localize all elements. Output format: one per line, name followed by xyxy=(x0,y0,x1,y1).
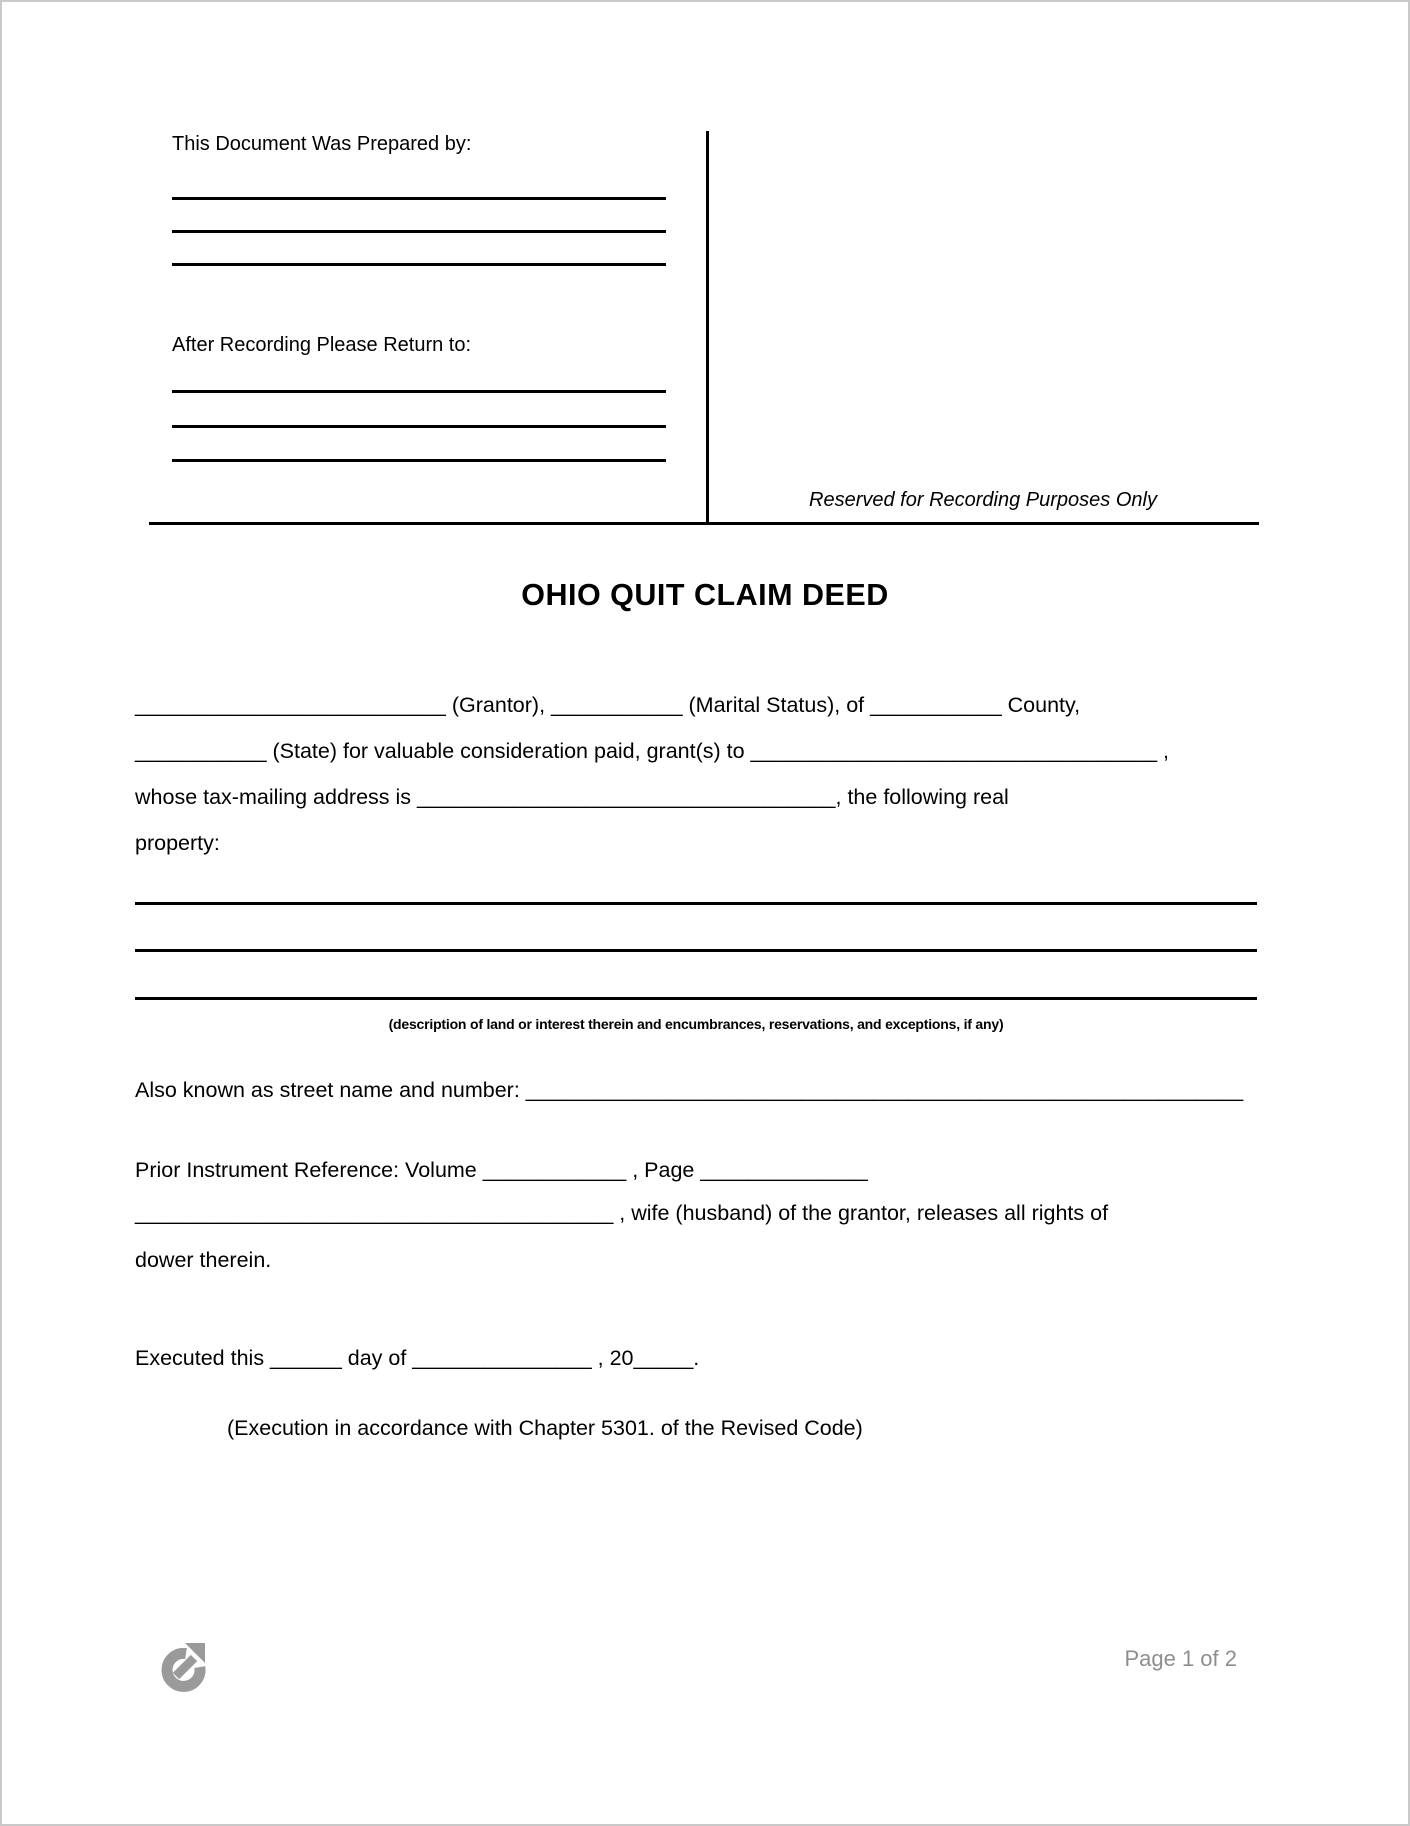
reserved-note: Reserved for Recording Purposes Only xyxy=(809,489,1157,511)
prior-instrument-line[interactable]: Prior Instrument Reference: Volume ____________ , Page ______________ xyxy=(135,1158,868,1182)
legal-description-blank-line[interactable] xyxy=(135,902,1257,905)
paragraph-line[interactable]: whose tax-mailing address is ___________________________________, the following real xyxy=(135,785,1009,809)
prepared-by-blank-line[interactable] xyxy=(172,263,666,266)
paragraph-line[interactable]: __________________________ (Grantor), ___________ (Marital Status), of ___________ County, xyxy=(135,693,1081,717)
deed-paragraph xyxy=(135,682,1315,866)
execution-note: (Execution in accordance with Chapter 5301. of the Revised Code) xyxy=(227,1416,863,1440)
column-divider xyxy=(706,131,709,524)
description-caption: (description of land or interest therein and encumbrances, reservations, and exceptions, if any) xyxy=(388,1016,1004,1032)
dower-release-line[interactable]: ________________________________________ , wife (husband) of the grantor, releases all rights of xyxy=(135,1201,1109,1225)
return-to-blank-line[interactable] xyxy=(172,425,666,428)
return-to-blank-line[interactable] xyxy=(172,459,666,462)
header-rule xyxy=(149,522,1259,525)
legal-description-blank-line[interactable] xyxy=(135,949,1257,952)
return-to-label: After Recording Please Return to: xyxy=(172,334,472,356)
dower-release-paragraph xyxy=(135,1190,1315,1284)
dower-release-line: dower therein. xyxy=(135,1248,272,1272)
street-address-line[interactable]: Also known as street name and number: ____________________________________________________________ xyxy=(135,1078,1244,1102)
prepared-by-blank-line[interactable] xyxy=(172,197,666,200)
paragraph-line: property: xyxy=(135,831,220,855)
executed-line[interactable]: Executed this ______ day of _______________ , 20_____. xyxy=(135,1346,700,1370)
document-title: OHIO QUIT CLAIM DEED xyxy=(521,578,889,612)
page-indicator: Page 1 of 2 xyxy=(1124,1646,1237,1671)
legal-description-blank-line[interactable] xyxy=(135,997,1257,1000)
prepared-by-blank-line[interactable] xyxy=(172,230,666,233)
eforms-logo-icon xyxy=(158,1638,214,1696)
return-to-blank-line[interactable] xyxy=(172,390,666,393)
prepared-by-label: This Document Was Prepared by: xyxy=(172,133,472,155)
paragraph-line[interactable]: ___________ (State) for valuable consideration paid, grant(s) to __________________________________ , xyxy=(135,739,1170,763)
